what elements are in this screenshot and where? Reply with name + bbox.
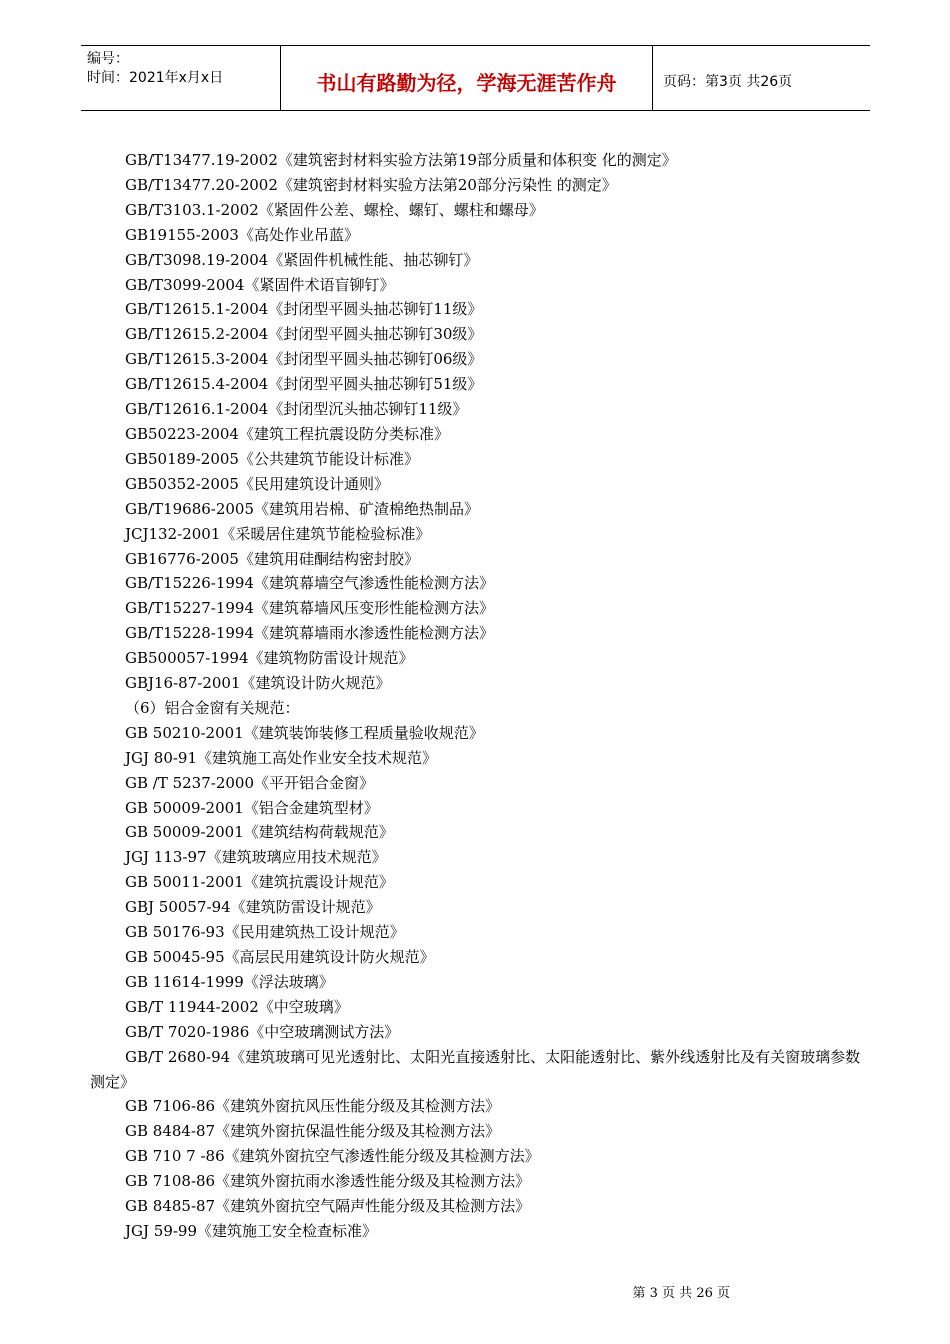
standard-line: GB/T19686-2005《建筑用岩棉、矿渣棉绝热制品》 (125, 499, 480, 518)
standard-line: GB/T12616.1-2004《封闭型沉头抽芯铆钉11级》 (125, 400, 468, 419)
standard-line: GB/T3098.19-2004《紧固件机械性能、抽芯铆钉》 (125, 250, 479, 269)
header-page-label: 页码：第3页 共26页 (663, 74, 793, 90)
standard-line: GB 8485-87《建筑外窗抗空气隔声性能分级及其检测方法》 (125, 1197, 531, 1216)
document-body (90, 148, 865, 1244)
code-label: 编号： (87, 51, 129, 67)
page-header (81, 45, 870, 111)
standard-line: GB/T12615.4-2004《封闭型平圆头抽芯铆钉51级》 (125, 375, 483, 394)
standard-line: GB 8484-87《建筑外窗抗保温性能分级及其检测方法》 (125, 1122, 501, 1141)
standard-line: GBJ 50057-94《建筑防雷设计规范》 (125, 898, 381, 917)
standard-line: GB/T 2680-94《建筑玻璃可见光透射比、太阳光直接透射比、太阳能透射比、紫外线透射比及有关窗玻璃参数测定》 (90, 1047, 861, 1091)
standard-line: GB 7106-86《建筑外窗抗风压性能分级及其检测方法》 (125, 1097, 501, 1116)
standard-line: GB50223-2004《建筑工程抗震设防分类标准》 (125, 424, 449, 443)
standard-line: GB 710 7 -86《建筑外窗抗空气渗透性能分级及其检测方法》 (125, 1147, 540, 1166)
standard-line: JGJ 59-99《建筑施工安全检查标准》 (125, 1221, 378, 1240)
standard-line: GB/T12615.3-2004《封闭型平圆头抽芯铆钉06级》 (125, 350, 483, 369)
standard-line: GB 7108-86《建筑外窗抗雨水渗透性能分级及其检测方法》 (125, 1172, 531, 1191)
standard-line: JGJ 80-91《建筑施工高处作业安全技术规范》 (125, 748, 438, 767)
standard-line: GB 50045-95《高层民用建筑设计防火规范》 (125, 948, 435, 966)
standard-line: GB/T15228-1994《建筑幕墙雨水渗透性能检测方法》 (125, 624, 495, 643)
standard-line: GB500057-1994《建筑物防雷设计规范》 (125, 649, 414, 668)
standard-line: GB 50009-2001《建筑结构荷载规范》 (125, 823, 394, 842)
page-footer: 第 3 页 共 26 页 (632, 1286, 730, 1301)
standard-line: GB/T15227-1994《建筑幕墙风压变形性能检测方法》 (125, 599, 495, 618)
standard-line: GB/T13477.19-2002《建筑密封材料实验方法第19部分质量和体积变 化的测定》 (125, 151, 677, 169)
standard-line: GB /T 5237-2000《平开铝合金窗》 (125, 773, 375, 792)
standard-line: GB 50176-93《民用建筑热工设计规范》 (125, 923, 405, 942)
header-meta (81, 46, 281, 110)
standard-line: GB/T3099-2004《紧固件术语盲铆钉》 (125, 275, 395, 294)
standard-line: GB/T 11944-2002《中空玻璃》 (125, 997, 349, 1016)
standard-line: GB 50009-2001《铝合金建筑型材》 (125, 798, 379, 817)
standard-line: GB/T13477.20-2002《建筑密封材料实验方法第20部分污染性 的测定》 (125, 175, 617, 194)
standard-line: GB/T 7020-1986《中空玻璃测试方法》 (125, 1022, 400, 1041)
standard-line: GB/T12615.2-2004《封闭型平圆头抽芯铆钉30级》 (125, 325, 483, 344)
standard-line: GB/T3103.1-2002《紧固件公差、螺栓、螺钉、螺柱和螺母》 (125, 200, 544, 219)
header-motto: 书山有路勤为径，学海无涯苦作舟 (281, 46, 653, 110)
standard-line: JCJ132-2001《采暖居住建筑节能检验标准》 (125, 524, 431, 543)
standard-line: GB50189-2005《公共建筑节能设计标准》 (125, 449, 419, 468)
time-label: 时间：2021年x月x日 (87, 70, 224, 86)
standard-line: GB19155-2003《高处作业吊蓝》 (125, 225, 359, 244)
standard-line: GB16776-2005《建筑用硅酮结构密封胶》 (125, 549, 419, 568)
standard-line: JGJ 113-97《建筑玻璃应用技术规范》 (125, 848, 387, 867)
standard-line: GB/T12615.1-2004《封闭型平圆头抽芯铆钉11级》 (125, 300, 483, 319)
standard-line: GB 50210-2001《建筑装饰装修工程质量验收规范》 (125, 723, 484, 742)
standard-line: GBJ16-87-2001《建筑设计防火规范》 (125, 674, 391, 693)
standard-line: GB50352-2005《民用建筑设计通则》 (125, 474, 389, 493)
standard-line: GB 11614-1999《浮法玻璃》 (125, 972, 334, 991)
standard-line: （6）铝合金窗有关规范： (125, 698, 300, 717)
standard-line: GB 50011-2001《建筑抗震设计规范》 (125, 873, 394, 892)
standard-line: GB/T15226-1994《建筑幕墙空气渗透性能检测方法》 (125, 574, 495, 593)
